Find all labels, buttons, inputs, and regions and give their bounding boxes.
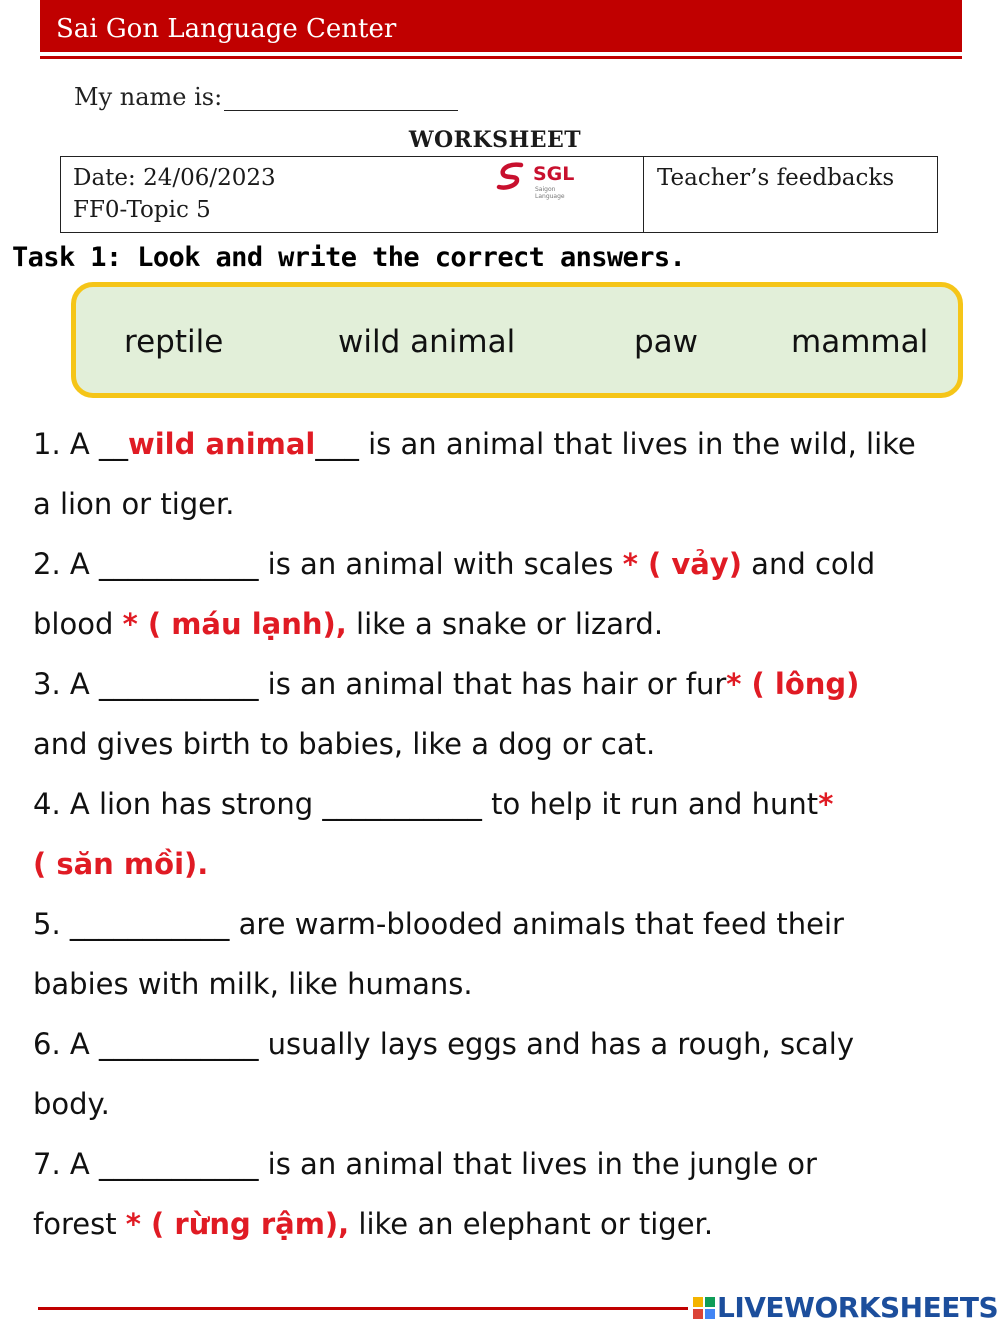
sgl-swoosh-icon — [495, 161, 531, 193]
question-2-tail: like a snake or lizard. — [346, 607, 664, 641]
question-2 — [33, 547, 875, 581]
info-table — [60, 156, 938, 233]
question-2-note-cold-blood: * ( máu lạnh), — [122, 607, 347, 641]
question-4 — [33, 787, 833, 821]
question-1 — [33, 427, 916, 461]
question-1-answer[interactable]: wild animal — [127, 427, 316, 461]
task-title: Task 1: Look and write the correct answers. — [12, 242, 686, 273]
question-4-start: 4. A lion has strong ___________ to help it run and hunt — [33, 787, 819, 821]
info-left-cell — [61, 157, 644, 232]
teacher-feedback-label: Teacher’s feedbacks — [657, 165, 895, 191]
question-4-star: * — [818, 787, 834, 821]
date-text: Date: 24/06/2023 — [73, 165, 276, 191]
question-5: 5. ___________ are warm-blooded animals that feed their — [33, 907, 844, 941]
question-2-blood: blood — [33, 607, 123, 641]
question-5-line-2: babies with milk, like humans. — [33, 967, 473, 1001]
question-2-note-scales: * ( vảy) — [622, 547, 742, 581]
footer-divider — [38, 1307, 688, 1310]
question-6: 6. A ___________ usually lays eggs and has a rough, scaly — [33, 1027, 855, 1061]
header-divider — [40, 56, 962, 59]
question-3 — [33, 667, 859, 701]
question-6-line-2: body. — [33, 1087, 110, 1121]
name-label: My name is: — [74, 83, 223, 111]
question-2-line-2 — [33, 607, 663, 641]
liveworksheets-logo — [693, 1291, 998, 1324]
liveworksheets-icon — [693, 1297, 715, 1319]
question-1-end: ___ is an animal that lives in the wild, like — [315, 427, 916, 461]
logo-subtext: Saigon Language — [535, 186, 565, 200]
name-field — [74, 83, 458, 111]
name-blank[interactable] — [224, 88, 458, 111]
word-bank-item: paw — [634, 324, 699, 360]
question-1-start: 1. A __ — [33, 427, 128, 461]
question-2-end: and cold — [741, 547, 876, 581]
question-3-start: 3. A ___________ is an animal that has hair or fur — [33, 667, 727, 701]
question-3-note-fur: * ( lông) — [726, 667, 860, 701]
question-2-start: 2. A ___________ is an animal with scales — [33, 547, 623, 581]
question-7: 7. A ___________ is an animal that lives in the jungle or — [33, 1147, 817, 1181]
word-bank-item: mammal — [791, 324, 929, 360]
center-name: Sai Gon Language Center — [56, 14, 397, 44]
question-4-note-hunt: ( săn mồi). — [33, 847, 209, 881]
sgl-logo — [495, 161, 585, 200]
word-bank-item: reptile — [124, 324, 224, 360]
word-bank — [71, 282, 963, 398]
question-7-tail: like an elephant or tiger. — [349, 1207, 714, 1241]
question-7-line-2 — [33, 1207, 713, 1241]
question-3-line-2: and gives birth to babies, like a dog or cat. — [33, 727, 656, 761]
worksheet-title: WORKSHEET — [408, 127, 582, 153]
question-1-line-2: a lion or tiger. — [33, 487, 235, 521]
question-7-note-jungle: * ( rừng rậm), — [125, 1207, 350, 1241]
topic-text: FF0-Topic 5 — [73, 197, 211, 223]
logo-text: SGL — [533, 163, 575, 185]
word-bank-item: wild animal — [338, 324, 516, 360]
question-7-forest: forest — [33, 1207, 126, 1241]
liveworksheets-text: LIVEWORKSHEETS — [717, 1291, 999, 1324]
